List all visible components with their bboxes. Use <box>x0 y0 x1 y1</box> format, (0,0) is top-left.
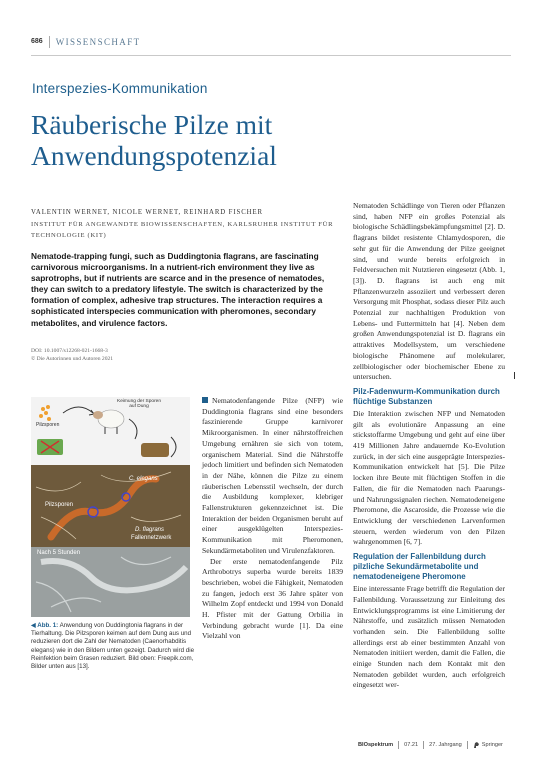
paragraph: Nematodenfangende Pilze (NFP) wie Duddingtonia flagrans sind eine besonders faszinierende Gruppe karnivorer Mikroorganismen. In einer nährstoffreichen Umgebung ernähren sie sich von totem, organischem Material. Sind die Nährstoffe jedoch limitiert und befinden sich Nematoden in der Nähe, können die Pilze zu einem räuberischen Lebensstil wechseln, der durch die Ausbildung komplexer, klebriger Fallenstrukturen gekennzeichnet ist. Die Interaktion der beiden Organismen beruht auf einer ausgeklügelten Interspezies-Kommunikation mit Pheromonen, Sekundärmetaboliten und Virulenzfaktoren. <box>202 396 343 555</box>
sem-nematode-shape <box>41 561 186 590</box>
journal-name: BIOspektrum <box>358 742 394 748</box>
margin-mark <box>514 372 515 379</box>
spore-dot <box>47 417 51 421</box>
figure-label-d-flagrans: D. flagrans <box>135 527 165 533</box>
section-heading: Regulation der Fallenbildung durch pilzliche Sekundärmetabolite und nematodeneigene Pheromone <box>353 552 486 582</box>
figure-1 <box>31 397 190 617</box>
dung-icon <box>141 443 169 457</box>
footer-divider <box>398 741 399 749</box>
spore-dot <box>44 411 48 415</box>
cycle-arrow <box>129 419 137 439</box>
footer-divider <box>467 741 468 749</box>
paragraph: Nematoden Schädlinge von Tieren oder Pflanzen sind, haben NFP ein großes Potenzial als biologische Schädlingsbekämpfungsmittel [2]. D. flagrans bildet resistente Chlamydosporen, die sehr gut für die Anwendung der Pilze geeignet sind, und wurde bereits erfolgreich in Feldversuchen mit Nutztieren eingesetzt (Abb. 1, [3]). D. flagrans ist auch eng mit Pflanzenwurzeln assoziiert und verbessert deren Versorgung mit Phosphat, sodass dieser Pilz auch Potenzial zur nachhaltigen Produktion von Lebens- und Futtermitteln hat [4]. Neben dem großen Anwendungspotenzial ist D. flagrans ein attraktives Modellsystem, um verschiedene biologische Phänomene auf molekularer, zellbiologischer oder biochemischer Ebene zu untersuchen. <box>353 201 505 382</box>
spore-dot <box>41 407 45 411</box>
spore-dot <box>46 405 50 409</box>
figure-label-c-elegans: C. elegans <box>129 476 158 482</box>
publisher-name: Springer <box>481 742 503 748</box>
article-copyright: © Die Autorinnen und Autoren 2021 <box>31 356 114 362</box>
cycle-arrow <box>63 407 93 413</box>
page-number: 686 <box>31 38 43 45</box>
figure-label-germination: Keimung der Sporen auf Dung <box>117 399 161 409</box>
figure-label-after: Nach 5 Stunden <box>37 550 81 556</box>
article-doi: DOI: 10.1007/s12268-021-1668-3 <box>31 348 108 354</box>
caption-text: Anwendung von Duddingtonia flagrans in der Tierhaltung. Die Pilzsporen keimen auf dem Dung aus und reduzieren dort die Zahl der Nematoden (Caenorhabditis elegans) wie in den Bildern unten gezeigt. Dadurch wird die Reinfektion beim Grasen reduziert. Bild oben: Freepik.com, Bilder unten aus [13]. <box>31 622 195 671</box>
sheep-head-icon <box>93 411 103 419</box>
spore-dot <box>39 414 43 418</box>
footer-divider <box>423 741 424 749</box>
header-divider <box>49 36 50 48</box>
article-affiliation: INSTITUT FÜR ANGEWANDTE BIOWISSENSCHAFTEN, KARLSRUHER INSTITUT FÜR TECHNOLOGIE (KIT) <box>31 221 334 239</box>
header-rule <box>31 55 511 56</box>
section-heading: Pilz-Fadenwurm-Kommunikation durch flüchtige Substanzen <box>353 386 500 406</box>
paragraph: Die Interaktion zwischen NFP und Nematoden gilt als evolutionäre Anpassung an eine stickstoffarme Umgebung und geht auf eine über 419 Millionen Jahre andauernde Ko-Evolution zurück, in der sich eine ausgeprägte Interspezies-Kommunikation entwickelt hat [5]. Die Pilze locken ihre Beute mit flüchtigen Stoffen in die Fallen, die für die Nematoden nach Paarungs- und Nahrungssignalen riechen. Nematodeneigene Pheromone, die Ascaroside, die Prozesse wie die Entwicklung der verschiedenen Larvenformen steuern, werden wiederum von den Pilzen wahrgenommen [6, 7]. <box>353 408 505 547</box>
article-authors: VALENTIN WERNET, NICOLE WERNET, REINHARD FISCHER <box>31 209 263 216</box>
caption-lead: ◀ Abb. 1: <box>31 622 59 629</box>
journal-issue: 07.21 <box>404 742 419 748</box>
article-title: Räuberische Pilze mit Anwendungspotenzial <box>31 109 277 171</box>
section-label: WISSENSCHAFT <box>55 36 141 47</box>
article-doi-block <box>31 347 113 363</box>
springer-horse-icon <box>473 741 480 749</box>
page-header <box>31 34 141 49</box>
figure-label-trap: Fallennetzwerk <box>131 535 172 541</box>
figure-label-spores-mid: Pilzsporen <box>45 502 74 508</box>
page-footer <box>358 741 503 749</box>
body-column-middle <box>202 396 343 642</box>
figure-label-spores-top: Pilzsporen <box>36 422 60 428</box>
paragraph: Der erste nematodenfangende Pilz Arthrobotrys superba wurde bereits 1839 beschrieben, wobei die Fähigkeit, Nematoden zu fangen, jedoch erst 36 Jahre später von Wilhelm Zopf entdeckt und 1994 von Donald H. Pfister mit der Gattung Orbilia in Verbindung gebracht wurde [1]. Da eine Vielzahl von <box>202 556 343 641</box>
body-column-right <box>353 201 505 691</box>
journal-volume: 27. Jahrgang <box>429 742 462 748</box>
figure-caption <box>31 622 196 671</box>
article-abstract: Nematode-trapping fungi, such as Duddingtonia flagrans, are fascinating carnivorous microorganisms. In a nutrient-rich environment they live as saprotrophs, but if nutrients are scarce and in the presence of nematodes, they can switch to a predatory lifestyle. The switch is characterized by the formation of complex, adhesive trap structures. The interaction requires a sophisticated interspecies communication with pheromones, secondary metabolites, and virulence factors. <box>31 251 325 328</box>
publisher-logo <box>473 741 503 749</box>
paragraph-marker-icon <box>202 397 208 403</box>
paragraph: Eine interessante Frage betrifft die Regulation der Fallenbildung. Voraussetzung zur Einleitung des Entwicklungsprogramms ist eine Limitierung der Nährstoffe, und zusätzlich müssen Nematoden vorhanden sein. Die Fallenbildung sollte allerdings erst ab einer bestimmten Anzahl von Nematoden initiiert werden, damit die Fallen, die einige Stunden nach dem Kontakt mit den Nematoden gebildet wurden, auch erfolgreich eingesetzt wer- <box>353 584 505 690</box>
article-kicker: Interspezies-Kommunikation <box>32 81 208 96</box>
